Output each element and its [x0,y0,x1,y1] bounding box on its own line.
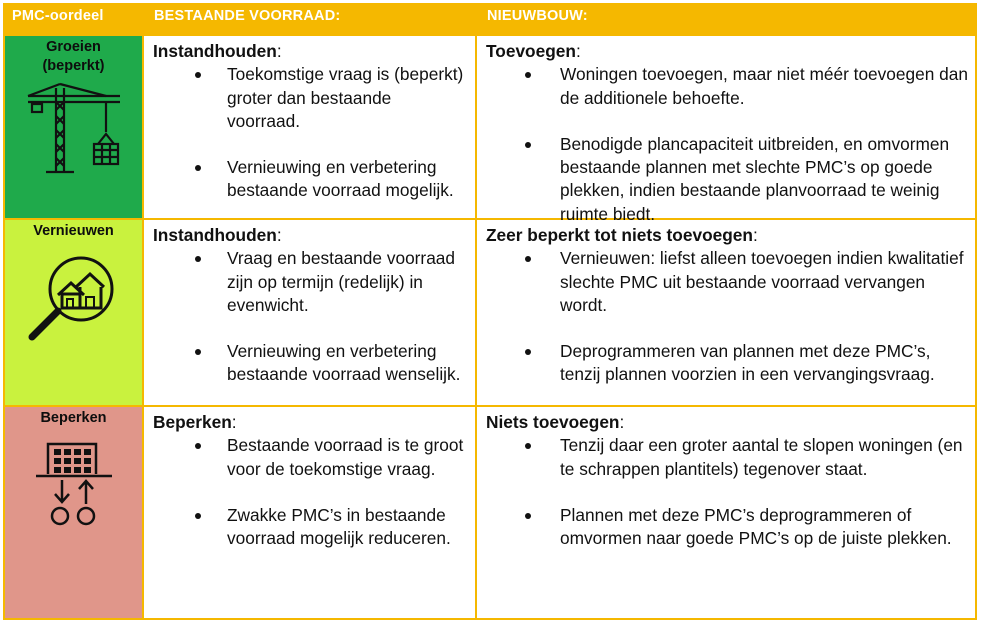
cell-existing-row1: Instandhouden: Toekomstige vraag is (beperkt) groter dan bestaande voorraad. Vernieuwing en verbetering bestaande voorraad mogelijk. [144,36,477,220]
category-groeien [3,36,144,220]
category-label: Groeien (beperkt) [42,39,105,74]
pmc-table [3,3,977,620]
magnifier-houses-icon [24,247,124,347]
list-item: Benodigde plancapaciteit uitbreiden, en omvormen bestaande plannen met slechte PMC’s op goede plekken, indien bestaande planvoorraad te weinig ruimte biedt. [486,133,969,226]
existing-bullets [153,63,469,202]
newbuild-heading: Zeer beperkt tot niets toevoegen [486,225,753,245]
newbuild-bullets [486,63,969,226]
list-item: Vernieuwing en verbetering bestaande voorraad wenselijk. [153,340,469,387]
cell-existing-row2: Instandhouden: Vraag en bestaande voorraad zijn op termijn (redelijk) in evenwicht. Vernieuwing en verbetering bestaande voorraad wenselijk. [144,220,477,407]
building-people-icon [34,434,114,534]
newbuild-bullets [486,247,969,386]
category-vernieuwen [3,220,144,407]
cell-newbuild-row1: Toevoegen: Woningen toevoegen, maar niet méér toevoegen dan de additionele behoefte. Benodigde plancapaciteit uitbreiden, en omvormen bestaande plannen met slechte PMC’s op goede plekken, indien bestaande planvoorraad te weinig ruimte biedt. [477,36,977,220]
category-label: Vernieuwen [33,223,114,239]
construction-crane-icon [26,82,122,174]
list-item: Zwakke PMC’s in bestaande voorraad mogelijk reduceren. [153,504,469,551]
list-item: Bestaande voorraad is te groot voor de toekomstige vraag. [153,434,469,481]
existing-heading: Instandhouden [153,41,277,61]
header-nieuwbouw: NIEUWBOUW: [477,3,977,36]
list-item: Vernieuwing en verbetering bestaande voorraad mogelijk. [153,156,469,203]
list-item: Toekomstige vraag is (beperkt) groter dan bestaande voorraad. [153,63,469,133]
newbuild-heading: Toevoegen [486,41,576,61]
cell-newbuild-row3: Niets toevoegen: Tenzij daar een groter aantal te slopen woningen (en te schrappen plantitels) tegenover staat. Plannen met deze PMC’s deprogrammeren of omvormen naar goede PMC’s op de juiste plekken. [477,407,977,620]
category-label: Beperken [40,410,107,426]
list-item: Plannen met deze PMC’s deprogrammeren of omvormen naar goede PMC’s op de juiste plekken. [486,504,969,551]
cell-existing-row3: Beperken: Bestaande voorraad is te groot voor de toekomstige vraag. Zwakke PMC’s in bestaande voorraad mogelijk reduceren. [144,407,477,620]
cell-newbuild-row2: Zeer beperkt tot niets toevoegen: Vernieuwen: liefst alleen toevoegen indien kwalitatief slechte PMC uit bestaande voorraad vervangen wordt. Deprogrammeren van plannen met deze PMC’s, tenzij plannen voorzien in een vervangingsvraag. [477,220,977,407]
existing-heading: Beperken [153,412,232,432]
list-item: Deprogrammeren van plannen met deze PMC’s, tenzij plannen voorzien in een vervangingsvraag. [486,340,969,387]
list-item: Vraag en bestaande voorraad zijn op termijn (redelijk) in evenwicht. [153,247,469,317]
header-pmc-oordeel: PMC-oordeel [3,3,144,36]
category-beperken [3,407,144,620]
list-item: Woningen toevoegen, maar niet méér toevoegen dan de additionele behoefte. [486,63,969,110]
list-item: Vernieuwen: liefst alleen toevoegen indien kwalitatief slechte PMC uit bestaande voorraad vervangen wordt. [486,247,969,317]
newbuild-bullets [486,434,969,550]
list-item: Tenzij daar een groter aantal te slopen woningen (en te schrappen plantitels) tegenover staat. [486,434,969,481]
existing-bullets [153,434,469,550]
existing-heading: Instandhouden [153,225,277,245]
header-bestaande-voorraad: BESTAANDE VOORRAAD: [144,3,477,36]
existing-bullets [153,247,469,386]
newbuild-heading: Niets toevoegen [486,412,620,432]
